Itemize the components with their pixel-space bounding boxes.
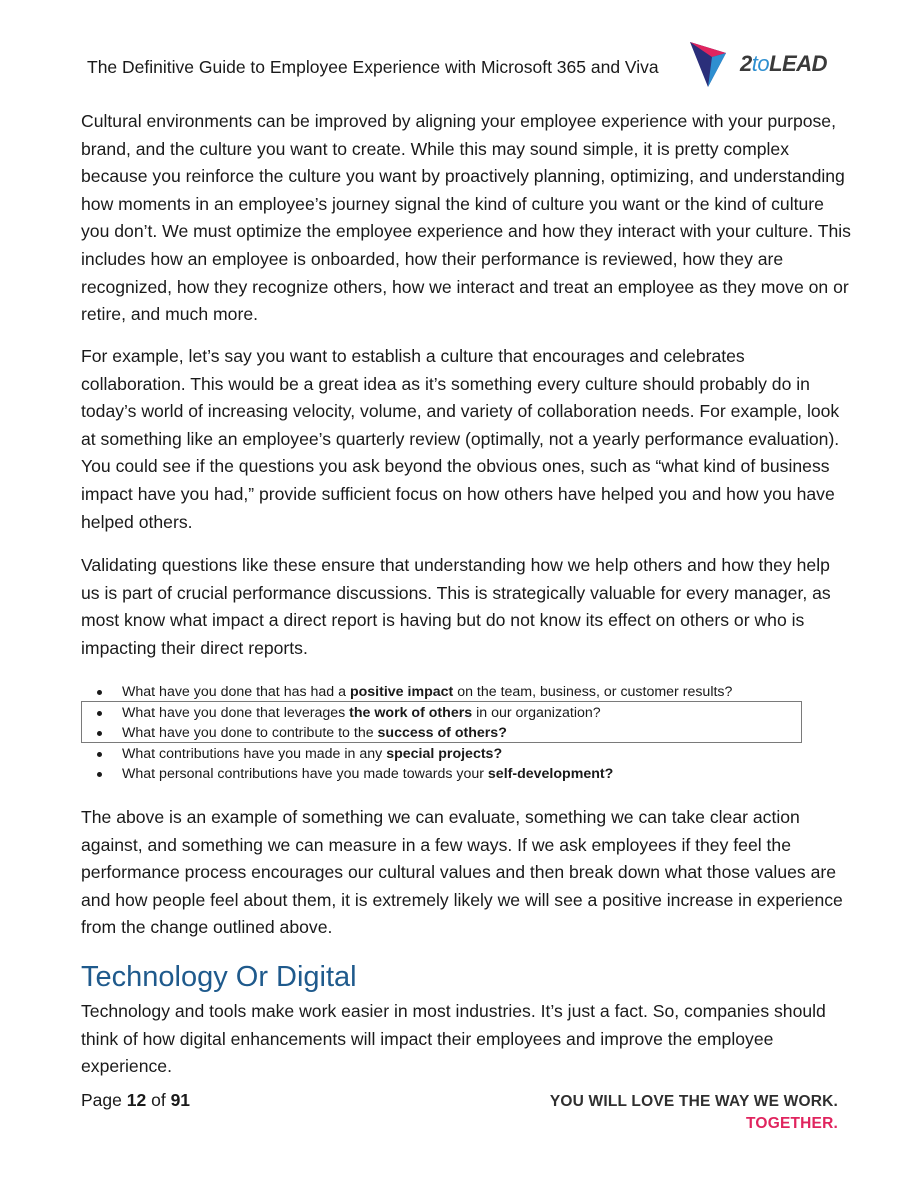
question-emphasis: special projects? — [386, 745, 503, 762]
slogan-line-1: YOU WILL LOVE THE WAY WE WORK. — [549, 1093, 838, 1110]
section-body: Technology and tools make work easier in most industries. It’s just a fact. So, companies should think of how digital enhancements will impact their employees and improve the employee experience. — [81, 1001, 826, 1077]
body-paragraph: Cultural environments can be improved by aligning your employee experience with your purpose, brand, and the culture you want to create. While this may sound simple, it is pretty complex because you reinforce the culture you want by proactively planning, optimizing, and understanding how moments in an employee’s journey signal the kind of culture you want or the kind of culture you don’t. We must optimize the employee experience and how they interact with your culture. This includes how an employee is onboarded, how their performance is reviewed, how they are recognized, how they recognize others, how we interact and treat an employee as they move on or retire, and much more. — [81, 111, 851, 325]
body-paragraph: Validating questions like these ensure that understanding how we help others and how they help us is part of crucial performance discussions. This is strategically valuable for every manager, as most know what impact a direct report is having but do not know its effect on others or who is impacting their direct reports. — [81, 555, 831, 658]
question-text: What personal contributions have you made towards your — [122, 766, 488, 782]
question-emphasis: positive impact — [349, 684, 454, 700]
question-text: on the team, business, or customer results? — [453, 684, 733, 700]
question-text: What have you done that has had a — [122, 684, 350, 700]
footer-slogan — [550, 1091, 838, 1135]
logo-suffix: LEAD — [769, 51, 827, 76]
body-paragraph: For example, let’s say you want to establish a culture that encourages and celebrates collaboration. This would be a great idea as it’s something every culture should probably do in today’s world of increasing velocity, volume, and variety of collaboration needs. For example, look at something like an employee’s quarterly review (optimally, not a yearly performance evaluation). You could see if the questions you ask beyond the obvious ones, such as “what kind of business impact have you had,” provide sufficient focus on how others have helped you and how you have helped others. — [81, 346, 840, 532]
list-item — [93, 744, 813, 765]
page-total: 91 — [170, 1090, 191, 1110]
list-item — [93, 703, 813, 724]
page-header-title: The Definitive Guide to Employee Experience with Microsoft 365 and Viva — [87, 57, 659, 77]
question-text: What have you done that leverages — [122, 704, 350, 721]
question-text: What have you done to contribute to the — [122, 725, 378, 741]
question-text: What contributions have you made in any — [122, 745, 387, 762]
question-list — [93, 682, 813, 785]
page-current: 12 — [126, 1090, 147, 1110]
question-emphasis: success of others? — [377, 725, 507, 741]
logo-wordmark — [740, 51, 827, 77]
question-text: in our organization? — [472, 704, 601, 721]
section-heading: Technology Or Digital — [81, 961, 357, 993]
slogan-line-2: TOGETHER. — [746, 1115, 838, 1132]
body-paragraph: The above is an example of something we can evaluate, something we can take clear action against, and something we can measure in a few ways. If we ask employees if they feel the performance process encourages our cultural values and then break down what those values are and how people feel about them, it is extremely likely we will see a positive increase in experience from the change outlined above. — [81, 807, 843, 938]
question-emphasis: self-development? — [487, 766, 614, 782]
list-item — [93, 682, 813, 703]
logo-mark-icon — [688, 39, 736, 89]
list-item — [93, 723, 813, 744]
list-item — [93, 764, 813, 785]
question-emphasis: the work of others — [349, 704, 473, 721]
logo-middle: to — [751, 51, 770, 76]
page-number — [81, 1090, 190, 1111]
logo-prefix: 2 — [740, 51, 752, 76]
page-of: of — [151, 1090, 166, 1110]
company-logo — [688, 39, 848, 89]
page-label: Page — [81, 1090, 122, 1110]
